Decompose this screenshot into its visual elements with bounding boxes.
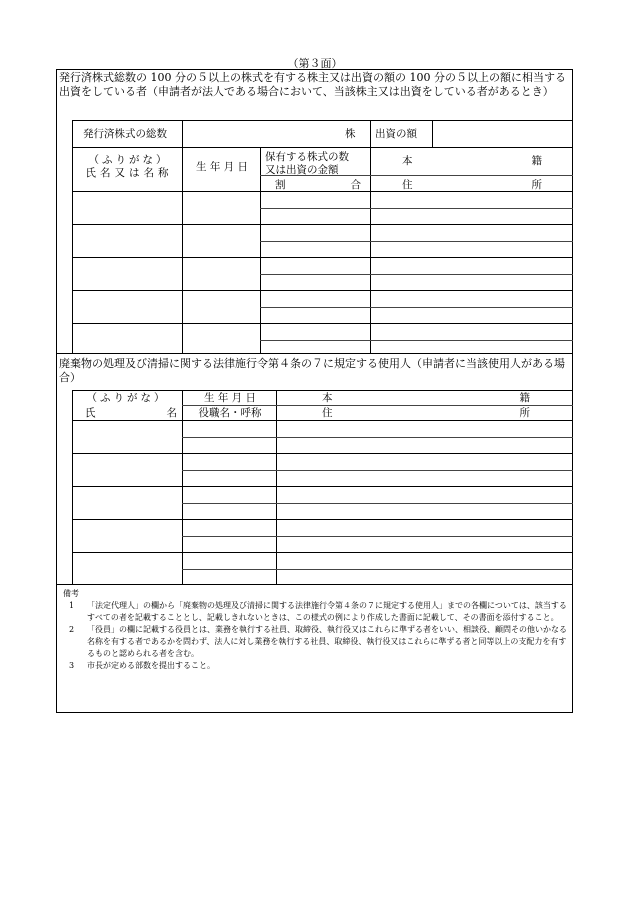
domicile-label-b: 籍 <box>531 155 542 167</box>
sub-row-line <box>182 405 573 406</box>
holdings-label-1: 保有する株式の数 <box>265 151 349 163</box>
ratio-label-a: 割 <box>275 179 286 191</box>
domicile-label <box>322 391 530 405</box>
ratio-label <box>275 178 361 192</box>
sub-row-line <box>182 437 573 438</box>
name-label: 氏名又は名称 <box>85 167 173 179</box>
address-label-a: 住 <box>322 407 333 419</box>
sub-row-line <box>260 307 573 308</box>
domicile-label <box>402 154 542 168</box>
note-text: 「役員」の欄に記載する役員とは、業務を執行する社員、取締役、執行役又はこれらに準ずる者をいい、相談役、顧問その他いかなる名称を有する者であるかを問わず、法人に対し業務を執行する社員、取締役、執行役又はこれらに準ずる者と同等以上の支配力を有するものと認められる者を含む。 <box>87 625 567 658</box>
furigana-label: （ふりがな） <box>86 392 168 404</box>
address-label-a: 住 <box>402 179 413 191</box>
note-text: 市長が定める部数を提出すること。 <box>87 661 215 670</box>
row-line <box>72 191 573 192</box>
col-divider <box>370 120 371 353</box>
investment-amount-field[interactable] <box>433 121 573 147</box>
domicile-label-b: 籍 <box>519 392 530 404</box>
row-line <box>260 175 573 176</box>
sub-row-line <box>182 569 573 570</box>
domicile-label-a: 本 <box>322 392 333 404</box>
domicile-label-a: 本 <box>402 155 413 167</box>
total-shares-field[interactable] <box>183 121 369 147</box>
sub-row-line <box>182 470 573 471</box>
notes-title: 備考 <box>63 589 79 598</box>
sub-row-line <box>260 274 573 275</box>
shares-unit: 株 <box>345 128 356 140</box>
sub-row-line <box>260 340 573 341</box>
note-text: 「法定代理人」の欄から「廃棄物の処理及び清掃に関する法律施行令第４条の７に規定する使用人」までの各欄については、該当するすべての者を記載することとし、記載しきれないときは、この様式の例により作成した書面に記載して、その書面を添付すること。 <box>87 601 567 622</box>
address-label <box>402 178 542 192</box>
notes-block <box>61 588 567 672</box>
table1-left-border <box>72 120 73 353</box>
row-line <box>72 486 573 487</box>
investment-amount-label: 出資の額 <box>375 128 417 140</box>
note-number: 3 <box>69 661 75 670</box>
note-item-1 <box>61 600 567 624</box>
name-label <box>85 406 177 420</box>
page-label: （第３面） <box>287 57 343 70</box>
sub-row-line <box>182 503 573 504</box>
col-divider <box>182 120 183 353</box>
row-line <box>72 519 573 520</box>
birthdate-label: 生 年 月 日 <box>203 392 256 404</box>
row-line <box>72 290 573 291</box>
row-line <box>72 323 573 324</box>
section-divider <box>57 584 573 585</box>
shareholders-heading: 発行済株式総数の 100 分の５以上の株式を有する株主又は出資の額の 100 分の５以上の額に相当する出資をしている者（申請者が法人である場合において、当該株主又は出資をしている者があるとき） <box>59 71 566 98</box>
sub-row-line <box>182 536 573 537</box>
sub-row-line <box>260 208 573 209</box>
ratio-label-b: 合 <box>350 179 361 191</box>
row-line <box>72 147 573 148</box>
row-line <box>72 257 573 258</box>
name-label-a: 氏 <box>85 407 96 419</box>
address-label <box>322 406 530 420</box>
row-line <box>72 552 573 553</box>
note-number: 1 <box>69 601 75 610</box>
section-divider <box>57 353 573 354</box>
row-line <box>72 224 573 225</box>
form-frame <box>56 69 573 713</box>
note-item-3 <box>61 660 567 672</box>
note-item-2 <box>61 624 567 660</box>
name-label-b: 名 <box>166 407 177 419</box>
employees-heading: 廃棄物の処理及び清掃に関する法律施行令第４条の７に規定する使用人（申請者に当該使用人がある場合） <box>59 357 565 384</box>
total-shares-label: 発行済株式の総数 <box>83 128 167 140</box>
birthdate-label: 生 年 月 日 <box>195 161 248 173</box>
furigana-label: （ふりがな） <box>88 154 170 166</box>
address-label-b: 所 <box>519 407 530 419</box>
address-label-b: 所 <box>531 179 542 191</box>
note-number: 2 <box>69 625 75 634</box>
holdings-label-2: 又は出資の金額 <box>265 164 339 176</box>
position-label: 役職名・呼称 <box>198 407 262 419</box>
row-line <box>72 453 573 454</box>
sub-row-line <box>260 241 573 242</box>
row-line <box>72 420 573 421</box>
